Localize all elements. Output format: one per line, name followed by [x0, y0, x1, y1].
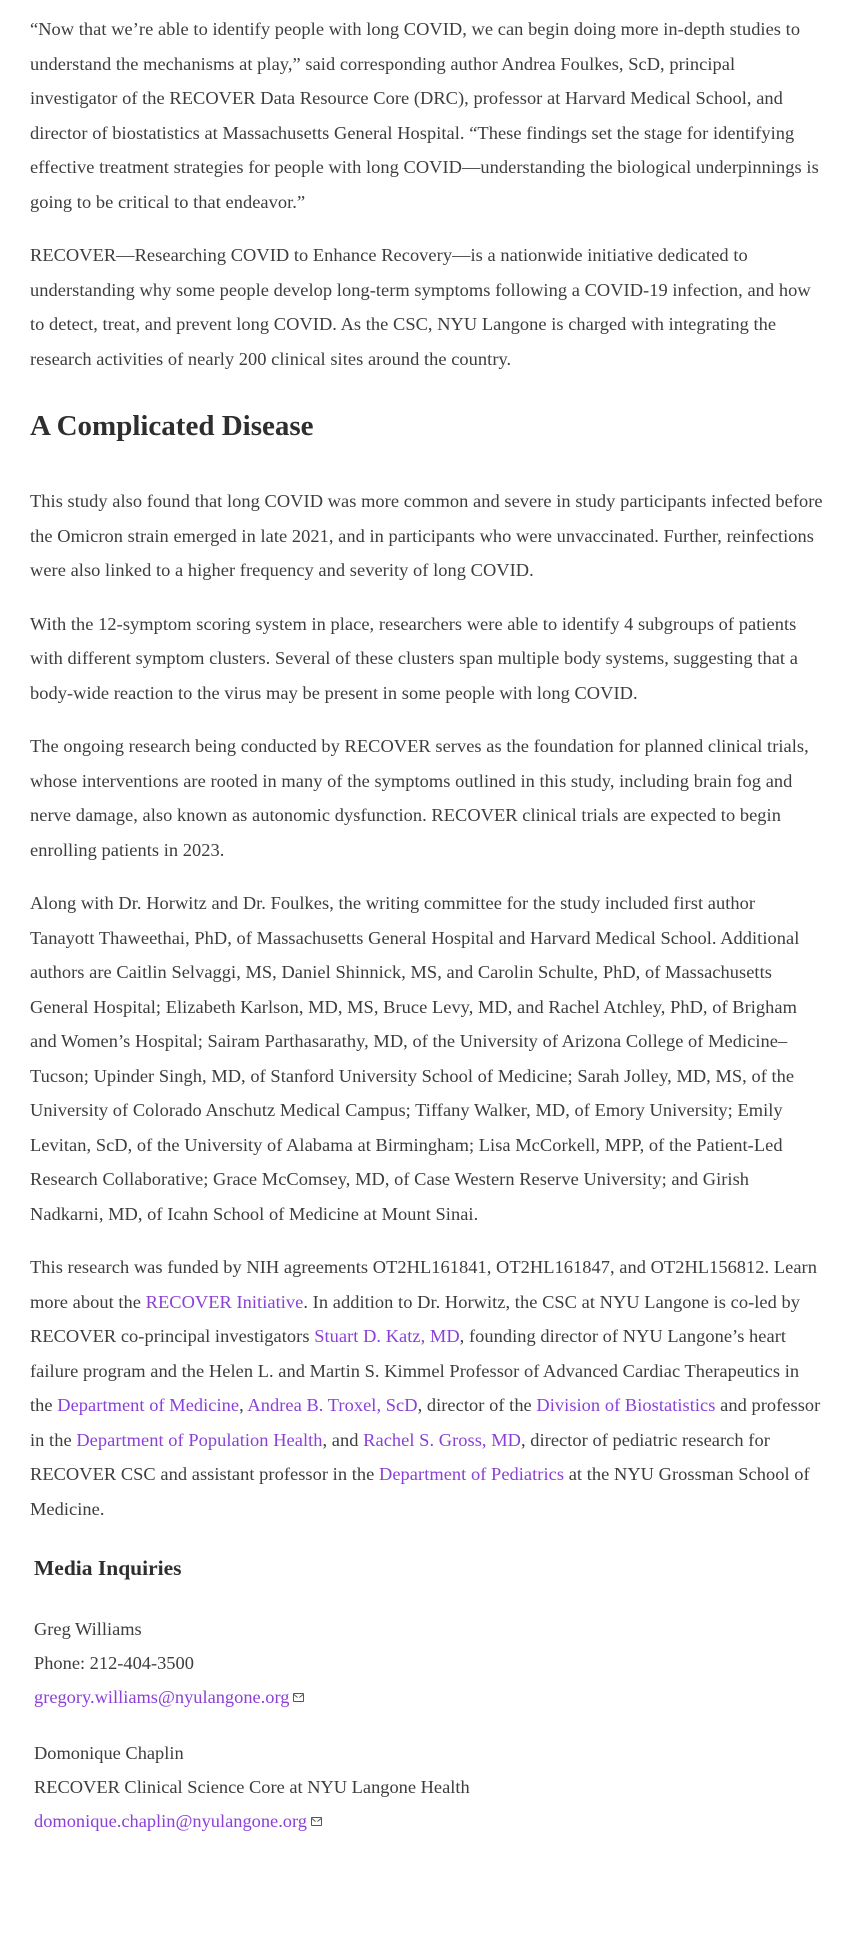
paragraph-clinical-trials: The ongoing research being conducted by RECOVER serves as the foundation for planned clinical trials, whose interventions are rooted in many of the symptoms outlined in this study, including brain fog and nerve damage, also known as autonomic dysfunction. RECOVER clinical trials are expected to begin enrolling patients in 2023.	[30, 736, 809, 860]
rachel-gross-link[interactable]: Rachel S. Gross, MD	[363, 1429, 521, 1450]
paragraph-omicron-findings: This study also found that long COVID was more common and severe in study participants infected before the Omicron strain emerged in late 2021, and in participants who were unvaccinated. Further, reinfections were also linked to a higher frequency and severity of long COVID.	[30, 491, 823, 580]
contact-email-row	[34, 1680, 823, 1714]
funding-text: and professor in the	[30, 1395, 821, 1450]
mail-icon	[311, 1817, 322, 1826]
media-contact	[34, 1736, 823, 1838]
andrea-troxel-link[interactable]: Andrea B. Troxel, ScD	[247, 1395, 418, 1415]
funding-text: This research was funded by NIH agreements OT2HL161841, OT2HL161847, and OT2HL156812. Learn more about the	[30, 1257, 817, 1312]
paragraph-authors: Along with Dr. Horwitz and Dr. Foulkes, the writing committee for the study included first author Tanayott Thaweethai, PhD, of Massachusetts General Hospital and Harvard Medical School. Additional authors are Caitlin Selvaggi, MS, Daniel Shinnick, MS, and Carolin Schulte, PhD, of Massachusetts General Hospital; Elizabeth Karlson, MD, MS, Bruce Levy, MD, and Rachel Atchley, PhD, of Brigham and Women’s Hospital; Sairam Parthasarathy, MD, of the University of Arizona College of Medicine–Tucson; Upinder Singh, MD, of Stanford University School of Medicine; Sarah Jolley, MD, MS, of the University of Colorado Anschutz Medical Campus; Tiffany Walker, MD, of Emory University; Emily Levitan, ScD, of the University of Alabama at Birmingham; Lisa McCorkell, MPP, of the Patient-Led Research Collaborative; Grace McComsey, MD, of Case Western Reserve University; and Girish Nadkarni, MD, of Icahn School of Medicine at Mount Sinai.	[30, 893, 800, 1224]
section-heading: A Complicated Disease	[30, 410, 314, 442]
division-of-biostatistics-link[interactable]: Division of Biostatistics	[536, 1395, 716, 1415]
funding-text: . In addition to Dr. Horwitz, the CSC at NYU Langone is co-led by RECOVER co-principal investigators	[30, 1291, 801, 1346]
media-inquiries	[30, 1554, 823, 1838]
department-of-pediatrics-link[interactable]: Department of Pediatrics	[379, 1464, 565, 1484]
funding-text: , founding director of NYU Langone’s heart failure program and the Helen L. and Martin S. Kimmel Professor of Advanced Cardiac Therapeutics in the	[30, 1326, 800, 1415]
contact-name: Greg Williams	[34, 1619, 142, 1639]
contact-name: Domonique Chaplin	[34, 1743, 184, 1763]
funding-text: , director of the	[417, 1395, 537, 1415]
stuart-katz-link[interactable]: Stuart D. Katz, MD	[314, 1326, 460, 1346]
funding-text: ,	[239, 1395, 248, 1415]
funding-text: , and	[322, 1429, 364, 1450]
contact-organization: RECOVER Clinical Science Core at NYU Langone Health	[34, 1777, 470, 1797]
funding-text: at the NYU Grossman School of Medicine.	[30, 1464, 810, 1519]
recover-initiative-link[interactable]: RECOVER Initiative	[145, 1291, 304, 1312]
contact-phone: Phone: 212-404-3500	[34, 1653, 194, 1673]
paragraph-quote-foulkes: “Now that we’re able to identify people with long COVID, we can begin doing more in-depth studies to understand the mechanisms at play,” said corresponding author Andrea Foulkes, ScD, principal investigator of the RECOVER Data Resource Core (DRC), professor at Harvard Medical School, and director of biostatistics at Massachusetts General Hospital. “These findings set the stage for identifying effective treatment strategies for people with long COVID—understanding the biological underpinnings is going to be critical to that endeavor.”	[30, 19, 819, 212]
contact-email-link[interactable]: domonique.chaplin@nyulangone.org	[34, 1811, 307, 1831]
media-contact	[34, 1612, 823, 1714]
paragraph-symptom-clusters: With the 12-symptom scoring system in place, researchers were able to identify 4 subgroups of patients with different symptom clusters. Several of these clusters span multiple body systems, suggesting that a body-wide reaction to the virus may be present in some people with long COVID.	[30, 613, 798, 703]
media-inquiries-title: Media Inquiries	[34, 1556, 182, 1580]
contact-email-link[interactable]: gregory.williams@nyulangone.org	[34, 1687, 290, 1707]
department-of-population-health-link[interactable]: Department of Population Health	[76, 1429, 323, 1450]
paragraph-funding	[30, 1250, 823, 1526]
mail-icon	[293, 1693, 304, 1702]
department-of-medicine-link[interactable]: Department of Medicine	[57, 1395, 240, 1415]
contact-email-row	[34, 1804, 823, 1838]
paragraph-recover-overview: RECOVER—Researching COVID to Enhance Recovery—is a nationwide initiative dedicated to understanding why some people develop long-term symptoms following a COVID-19 infection, and how to detect, treat, and prevent long COVID. As the CSC, NYU Langone is charged with integrating the research activities of nearly 200 clinical sites around the country.	[30, 245, 811, 369]
funding-text: , director of pediatric research for RECOVER CSC and assistant professor in the	[30, 1429, 770, 1484]
